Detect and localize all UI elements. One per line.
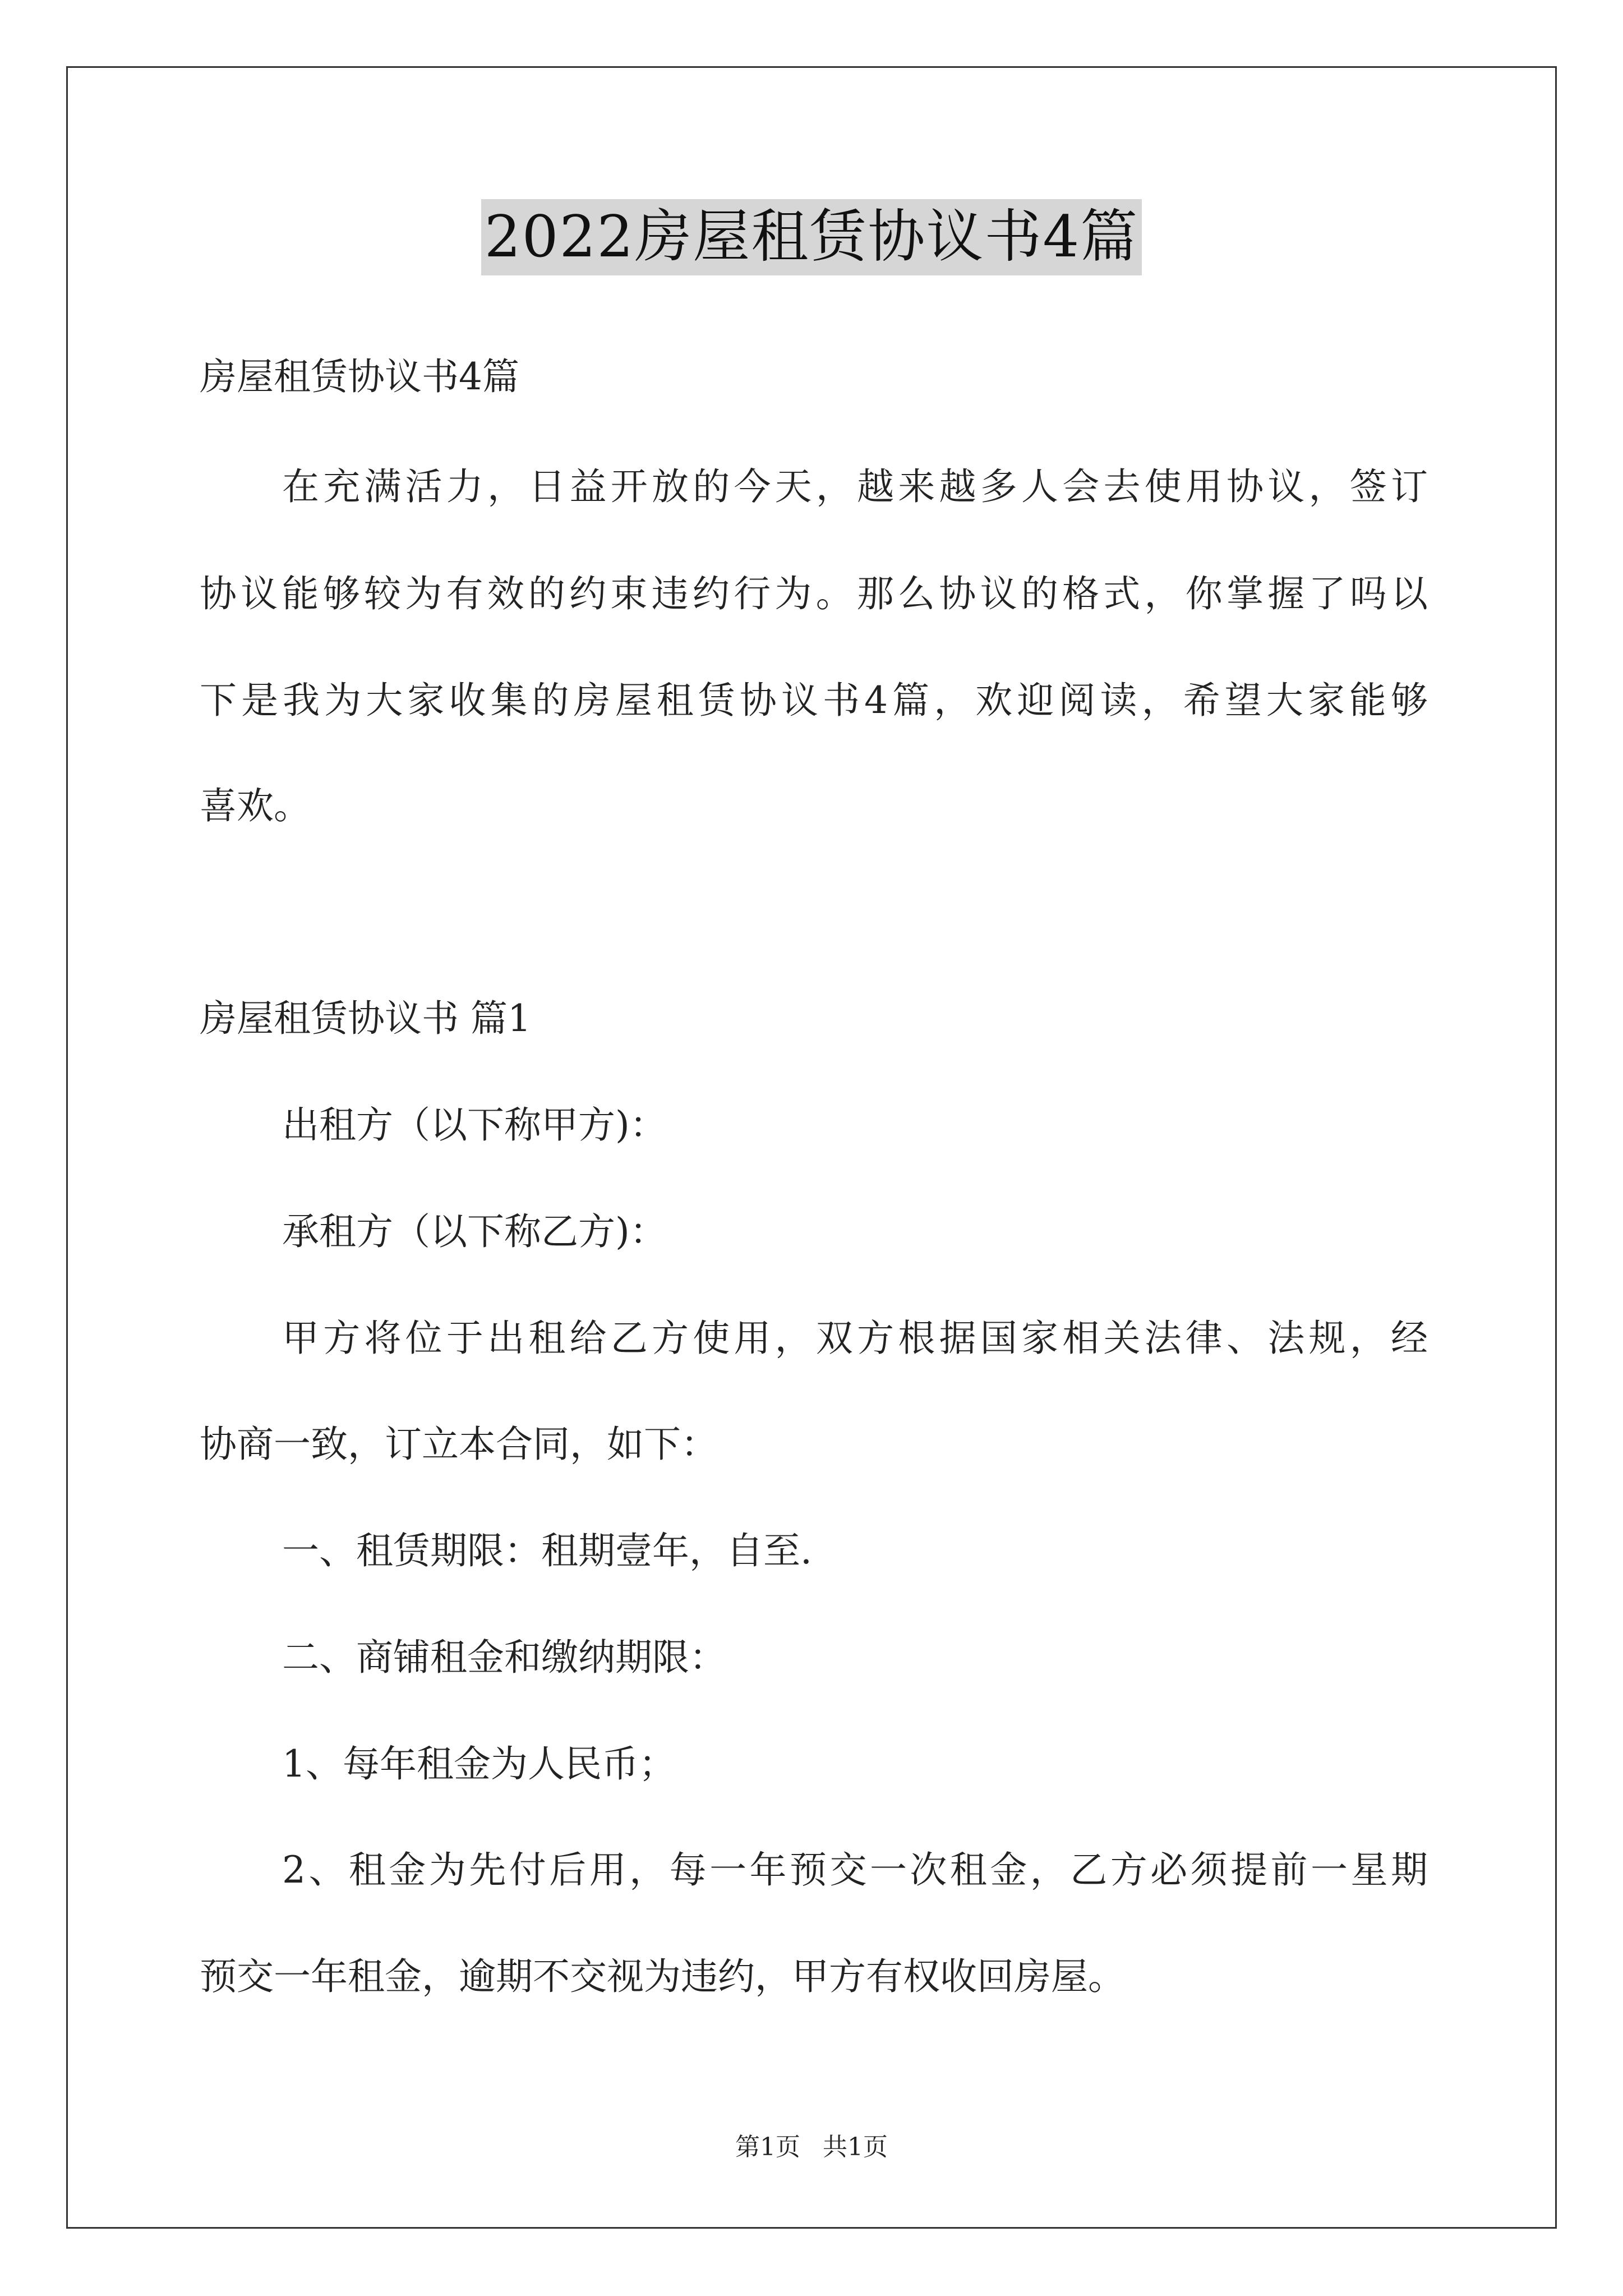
term-clause: 一、租赁期限：租期壹年，自至.	[282, 1529, 812, 1572]
lessor-line: 出租方（以下称甲方)：	[282, 1103, 667, 1147]
rent-heading: 二、商铺租金和缴纳期限：	[282, 1636, 726, 1679]
document-title: 2022房屋租赁协议书4篇	[481, 199, 1142, 275]
intro-line-2: 协议能够较为有效的约束违约行为。那么协议的格式，你掌握了吗以	[200, 572, 1428, 615]
clause-intro-line-1: 甲方将位于出租给乙方使用，双方根据国家相关法律、法规，经	[282, 1317, 1428, 1360]
intro-line-3: 下是我为大家收集的房屋租赁协议书4篇，欢迎阅读，希望大家能够	[200, 679, 1428, 722]
lessee-line: 承租方（以下称乙方)：	[282, 1210, 667, 1253]
rent-item-2-line-1: 2、租金为先付后用，每一年预交一次租金，乙方必须提前一星期	[282, 1848, 1428, 1892]
page-number-current: 第1页	[735, 2133, 800, 2161]
intro-line-1: 在充满活力，日益开放的今天，越来越多人会去使用协议，签订	[282, 465, 1428, 508]
document-subtitle: 房屋租赁协议书4篇	[200, 355, 519, 398]
intro-line-4: 喜欢。	[200, 784, 311, 827]
section-heading: 房屋租赁协议书 篇1	[200, 997, 531, 1040]
clause-intro-line-2: 协商一致，订立本合同，如下：	[200, 1423, 718, 1466]
rent-item-2-line-2: 预交一年租金，逾期不交视为违约，甲方有权收回房屋。	[200, 1955, 1125, 1998]
page-footer	[0, 2132, 1623, 2163]
rent-item-1: 1、每年租金为人民币；	[282, 1742, 676, 1786]
page-number-total: 共1页	[823, 2133, 888, 2161]
title-container	[0, 199, 1623, 275]
